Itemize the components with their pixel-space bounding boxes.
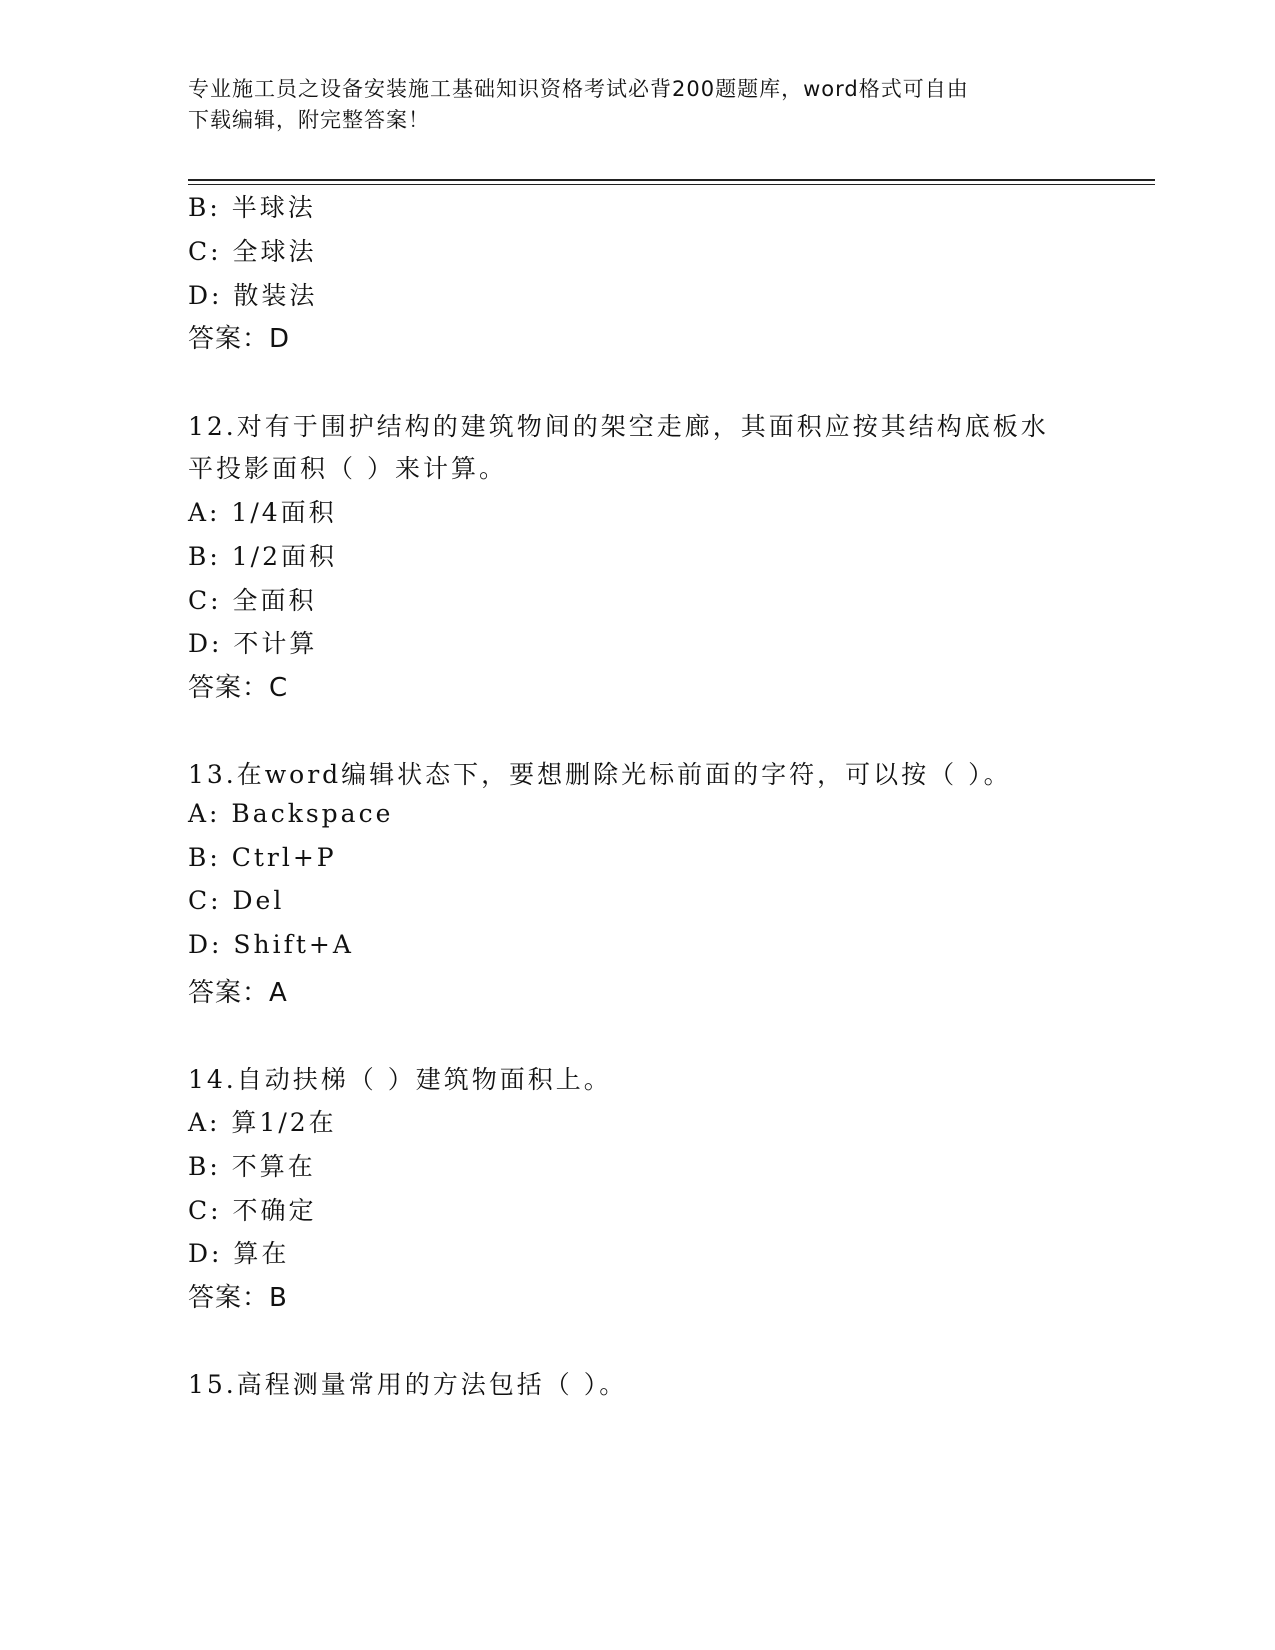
q14-option-a: A: 算1/2在 <box>188 1108 337 1137</box>
q14-stem-line-1: 14.自动扶梯（ ）建筑物面积上。 <box>188 1065 612 1094</box>
q11-option-b: B: 半球法 <box>188 193 316 222</box>
q12-option-d: D: 不计算 <box>188 629 318 658</box>
q12-option-b: B: 1/2面积 <box>188 542 337 571</box>
q14-answer: 答案：B <box>188 1283 288 1313</box>
q13-option-d: D: Shift+A <box>188 930 354 959</box>
header-line-2: 下载编辑，附完整答案！ <box>188 108 430 132</box>
q14-option-b: B: 不算在 <box>188 1152 316 1181</box>
document-header <box>188 74 1088 136</box>
q12-stem-line-1: 12.对有于围护结构的建筑物间的架空走廊，其面积应按其结构底板水 <box>188 412 1049 441</box>
q12-answer: 答案：C <box>188 673 289 703</box>
header-divider-thin <box>188 184 1155 185</box>
q15-stem-line-1: 15.高程测量常用的方法包括（ ）。 <box>188 1370 628 1399</box>
q14-option-c: C: 不确定 <box>188 1196 317 1225</box>
q13-option-b: B: Ctrl+P <box>188 843 337 872</box>
q11-option-d: D: 散装法 <box>188 281 318 310</box>
q13-option-a: A: Backspace <box>188 799 394 828</box>
header-line-1: 专业施工员之设备安装施工基础知识资格考试必背200题题库，word格式可自由 <box>188 77 969 101</box>
q13-answer: 答案：A <box>188 978 288 1008</box>
header-divider-thick <box>188 179 1155 181</box>
q12-stem-line-2: 平投影面积（ ）来计算。 <box>188 454 507 483</box>
q11-answer: 答案：D <box>188 324 291 354</box>
q13-stem-line-1: 13.在word编辑状态下，要想删除光标前面的字符，可以按（ ）。 <box>188 760 1012 789</box>
q13-option-c: C: Del <box>188 886 285 915</box>
q14-option-d: D: 算在 <box>188 1239 290 1268</box>
q11-option-c: C: 全球法 <box>188 237 317 266</box>
q12-option-a: A: 1/4面积 <box>188 498 337 527</box>
q12-option-c: C: 全面积 <box>188 586 317 615</box>
